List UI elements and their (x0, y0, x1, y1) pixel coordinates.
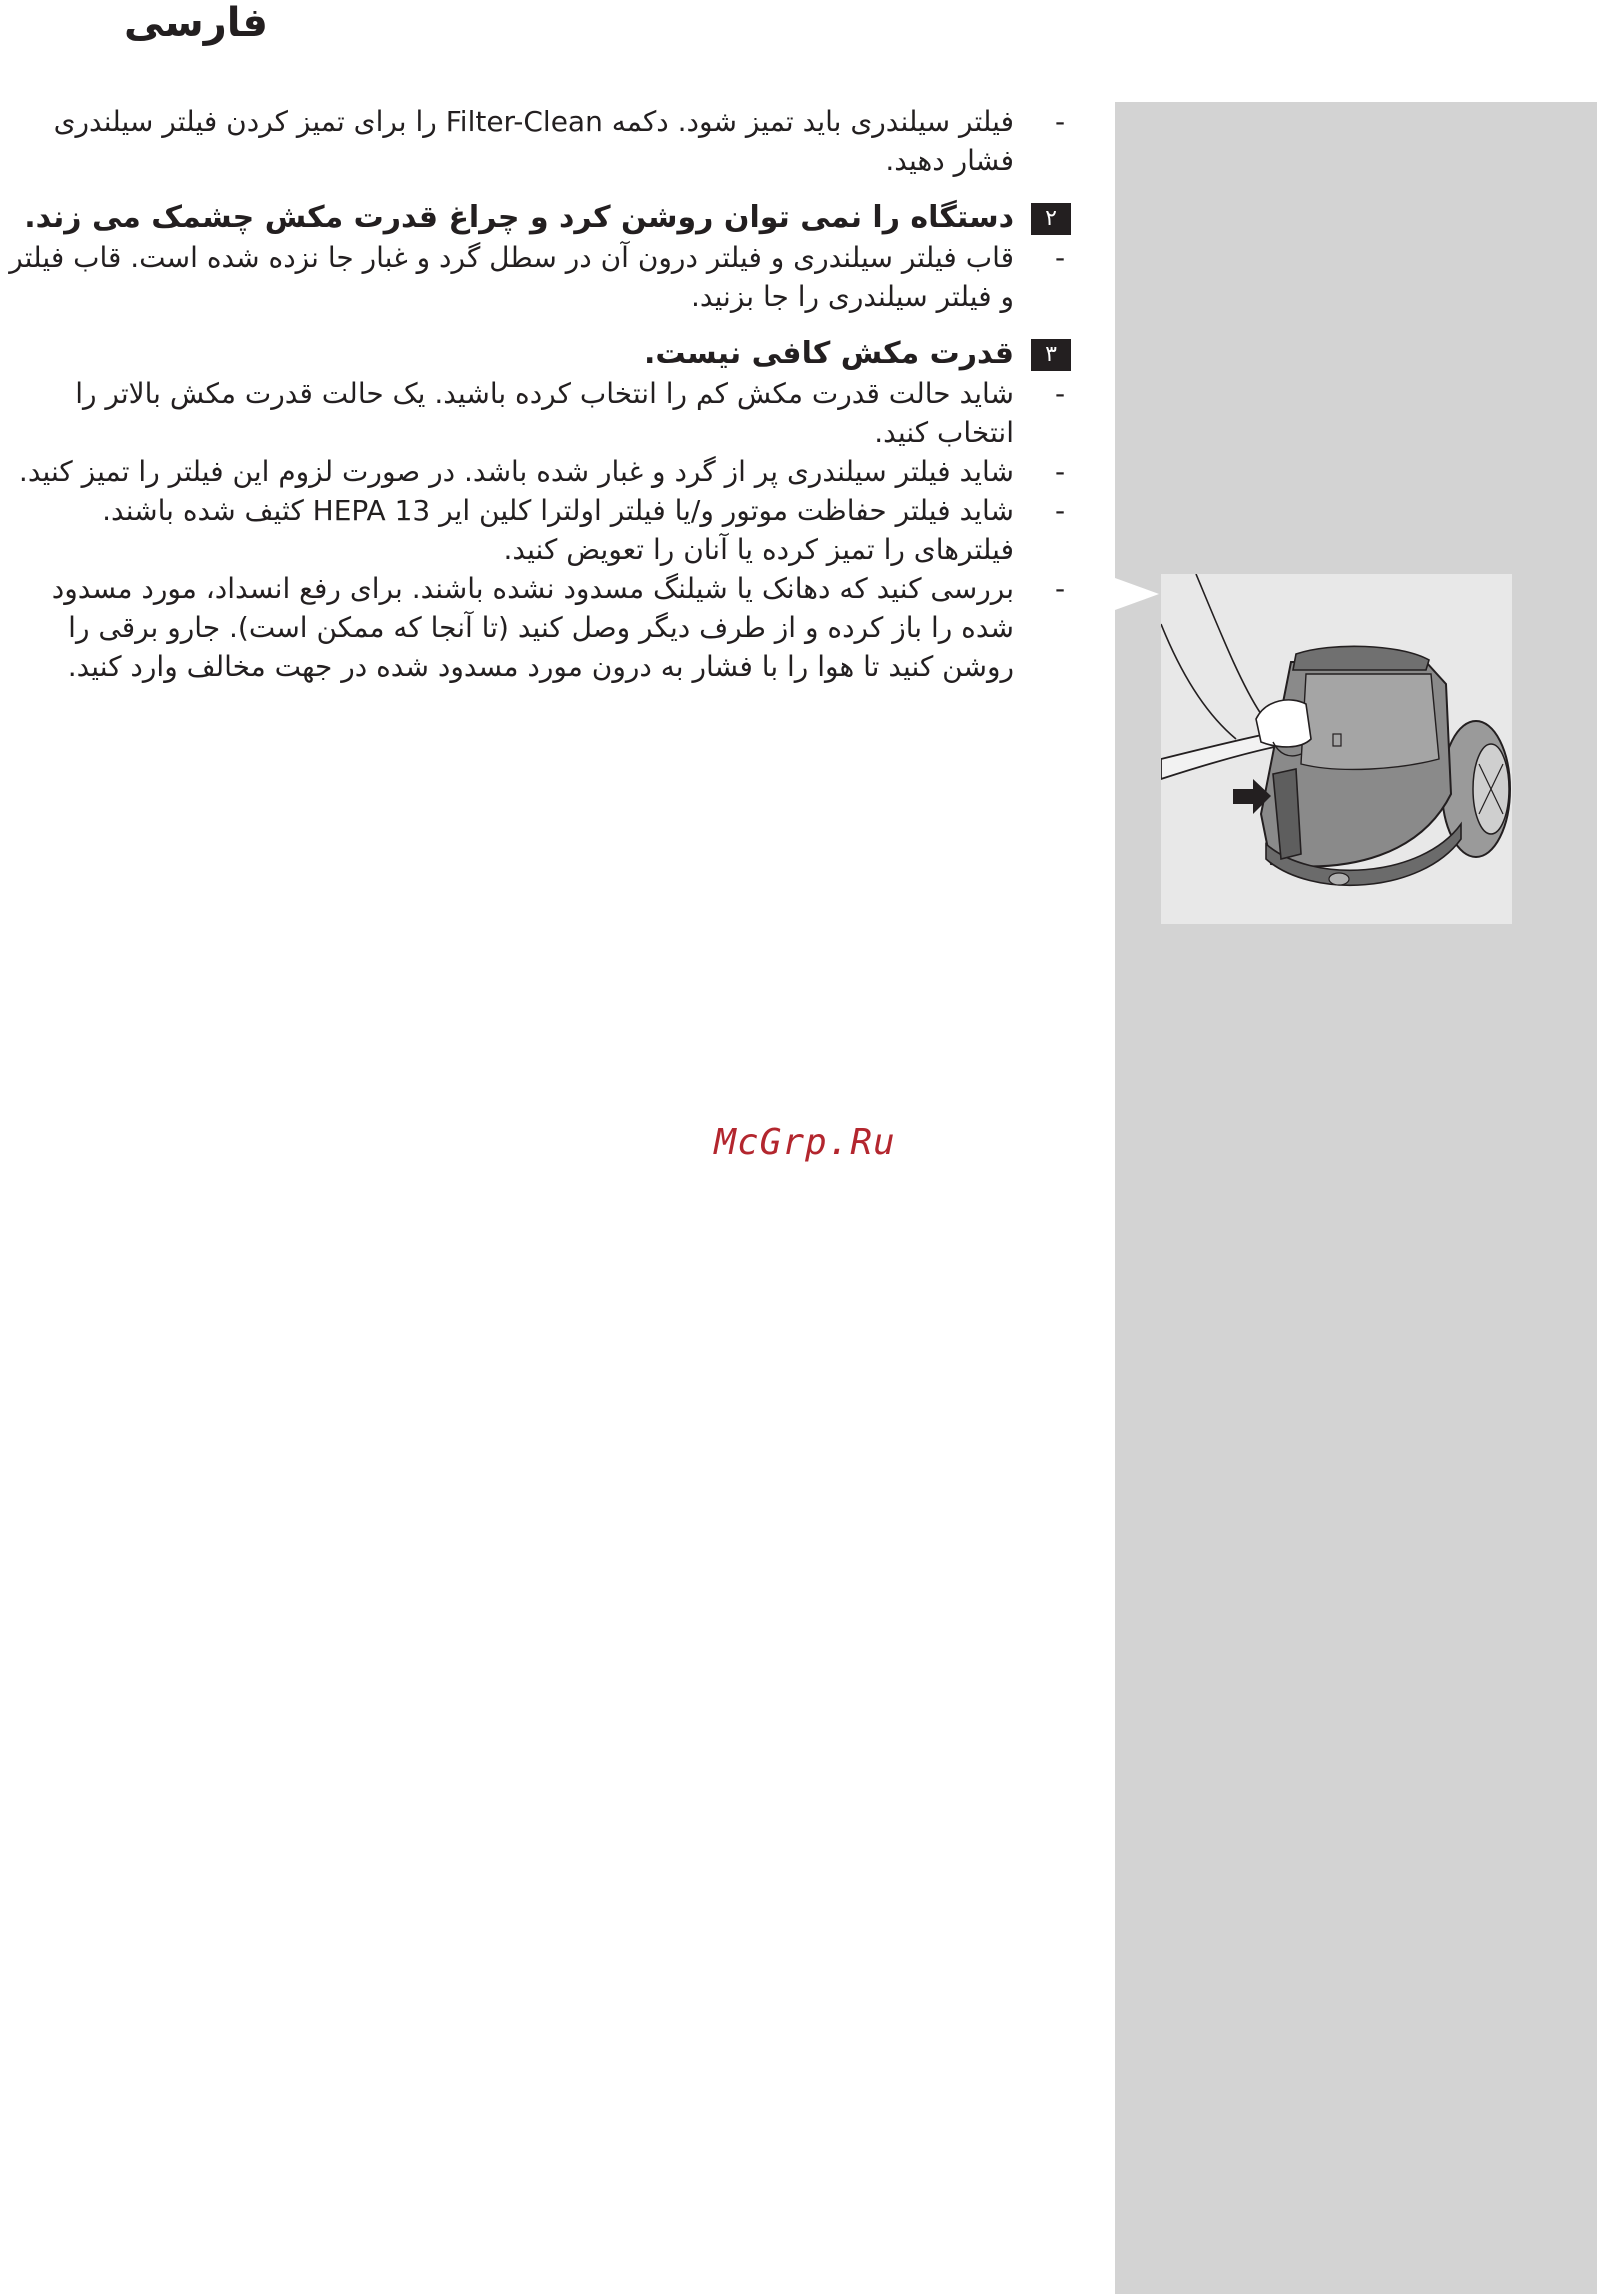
vacuum-illustration (1161, 574, 1512, 924)
section-number-badge: ۳ (1031, 339, 1071, 371)
bullet-marker: - (1054, 105, 1066, 138)
vacuum-cleaner-drawing (1161, 574, 1512, 924)
section-bullet-text: بررسی کنید که دهانک یا شیلنگ مسدود نشده باشند. برای رفع انسداد، مورد مسدود شده را باز کرده و از طرف دیگر وصل کنید (تا آنجا که ممکن است). جارو برقی را روشن کنید تا هوا را با فشار به درون مورد مسدود شده در جهت مخالف وارد کنید. (51, 572, 1014, 683)
section-bullet (0, 238, 1072, 316)
section-bullet (0, 374, 1072, 452)
intro-bullet-text: فیلتر سیلندری باید تمیز شود. دکمه Filter-Clean را برای تمیز کردن فیلتر سیلندری فشار دهید. (53, 105, 1014, 177)
section-bullet (0, 569, 1072, 686)
section-bullet-text: شاید فیلتر سیلندری پر از گرد و غبار شده باشد. در صورت لزوم این فیلتر را تمیز کنید. (18, 455, 1014, 488)
bullet-marker: - (1054, 377, 1066, 410)
section-heading-text: دستگاه را نمی توان روشن کرد و چراغ قدرت مکش چشمک می زند. (24, 200, 1014, 235)
section-number-badge: ۲ (1031, 203, 1071, 235)
section-heading (0, 334, 1072, 374)
figure-pointer (1115, 574, 1159, 614)
watermark: McGrp.Ru (714, 1122, 896, 1163)
illustration-sidebar (1115, 102, 1597, 2294)
section-bullet (0, 452, 1072, 491)
section-bullet (0, 491, 1072, 569)
troubleshooting-content (0, 102, 1072, 686)
section-bullet-text: قاب فیلتر سیلندری و فیلتر درون آن در سطل گرد و غبار جا نزده شده است. قاب فیلتر و فیلتر سیلندری را جا بزنید. (9, 241, 1014, 313)
bullet-marker: - (1054, 572, 1066, 605)
intro-bullet (0, 102, 1072, 180)
section-heading-text: قدرت مکش کافی نیست. (643, 336, 1014, 371)
bullet-marker: - (1054, 494, 1066, 527)
page-language-title: فارسی (123, 0, 268, 46)
section-bullet-text: شاید حالت قدرت مکش کم را انتخاب کرده باشید. یک حالت قدرت مکش بالاتر را انتخاب کنید. (75, 377, 1014, 449)
bullet-marker: - (1054, 455, 1066, 488)
section-heading (0, 198, 1072, 238)
section-bullet-text: شاید فیلتر حفاظت موتور و/یا فیلتر اولترا کلین ایر HEPA 13 کثیف شده باشند. فیلترهای را تمیز کرده یا آنان را تعویض کنید. (102, 494, 1014, 566)
bullet-marker: - (1054, 241, 1066, 274)
